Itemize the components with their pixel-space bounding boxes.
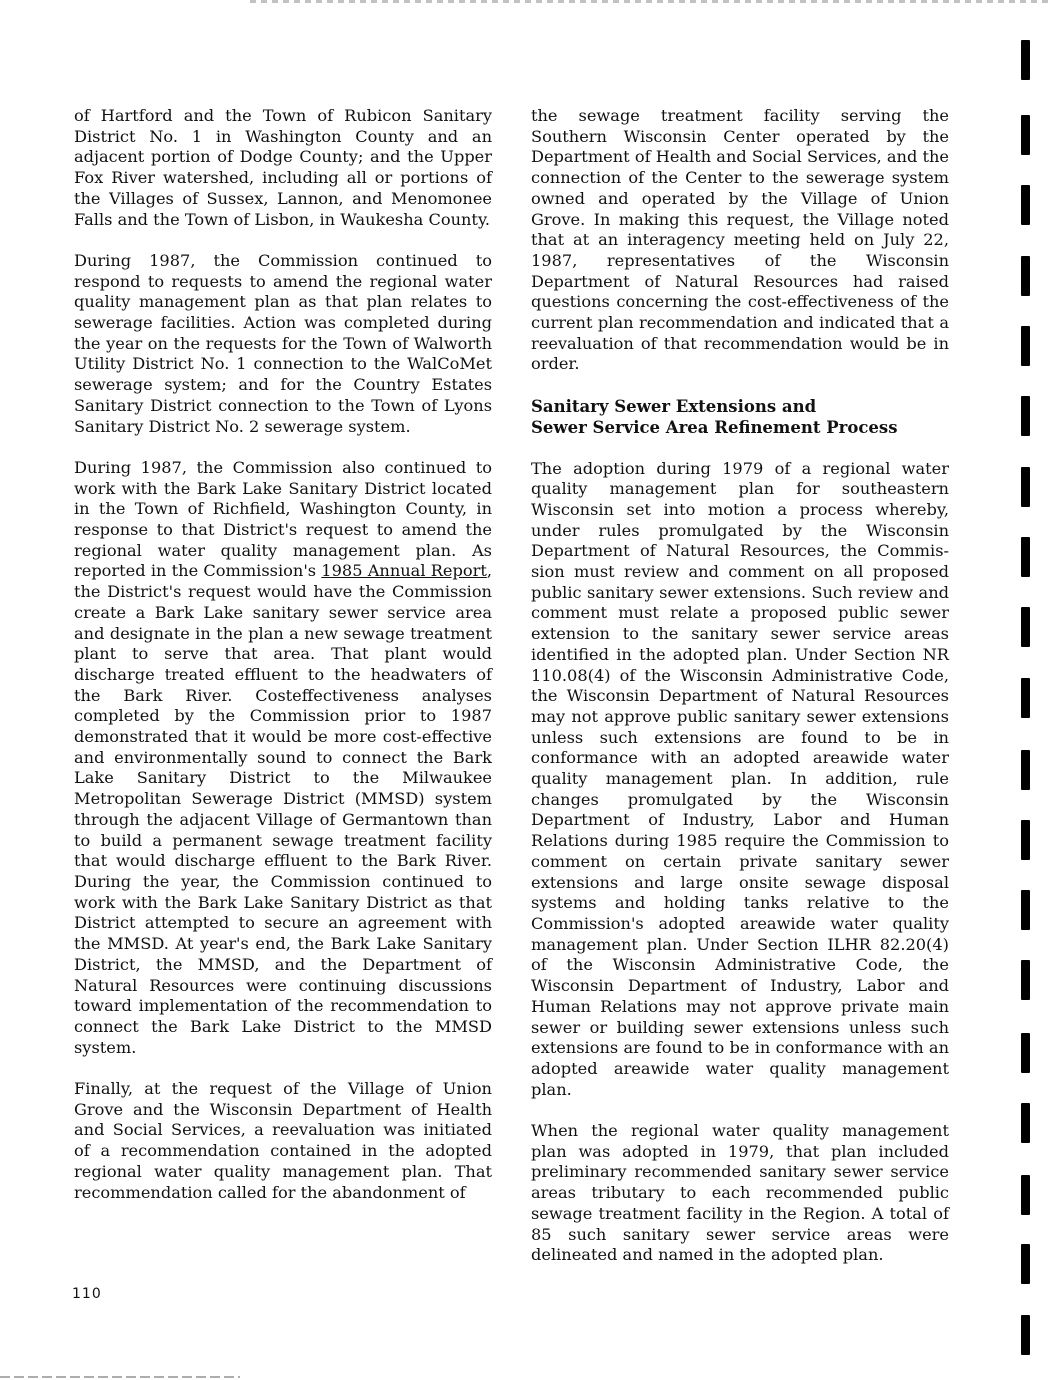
page-number: 110 [72, 1286, 102, 1302]
margin-mark [1021, 890, 1030, 930]
margin-mark [1021, 537, 1030, 577]
margin-mark [1021, 820, 1030, 860]
margin-mark [1021, 185, 1030, 225]
margin-mark [1021, 607, 1030, 647]
scan-artifact-top [250, 0, 1050, 3]
margin-mark [1021, 1244, 1030, 1284]
left-paragraph-4: Finally, at the request of the Village of Union Grove and the Wisconsin Department of Health and Social Services, a reevaluation was initiated of a recommendation contained in the adopted regional water quality management plan. That recommendation called for the abandonment of [74, 1079, 492, 1202]
left-paragraph-3 [74, 458, 492, 1058]
margin-mark [1021, 678, 1030, 718]
left-paragraph-3-end: , the District's request would have the Commission create a Bark Lake sanitary sewer service area and designate in the plan a new sewage treatment plant to serve that area. That plant would discharge treated effluent to the headwaters of the Bark River. Costeffectiveness analyses completed by the Commission prior to 1987 demonstrated that it would be more cost-effective and environmentally sound to connect the Bark Lake Sanitary District to the Milwaukee Metropolitan Sewerage District (MMSD) system through the adjacent Village of Germantown than to build a permanent sewage treatment facility that would discharge effluent to the Bark River. During the year, the Commission continued to work with the Bark Lake Sanitary District as that District attempted to secure an agreement with the MMSD. At year's end, the Bark Lake Sanitary District, the MMSD, and the Department of Natural Resources were continuing discussions toward implementation of the recommendation to connect the Bark Lake District to the MMSD system. [74, 561, 492, 1057]
left-paragraph-3-start: During 1987, the Commission also continued to work with the Bark Lake Sanitary District located in the Town of Richfield, Washington County, in response to that District's request to amend the regional water quality management plan. As reported in the Commission's [74, 457, 492, 581]
margin-mark [1021, 1175, 1030, 1215]
margin-mark [1021, 1103, 1030, 1143]
left-paragraph-2: During 1987, the Commission continued to respond to requests to amend the regional water quality management plan as that plan relates to sewerage facilities. Action was completed during the year on the requests for the Town of Walworth Utility District No. 1 connection to the WalCoMet sewerage system; and for the Country Estates Sanitary District connection to the Town of Lyons Sanitary District No. 2 sewerage system. [74, 250, 492, 436]
margin-mark [1021, 750, 1030, 790]
annual-report-reference: 1985 Annual Report [321, 561, 487, 581]
section-heading-line-1: Sanitary Sewer Extensions and [531, 396, 817, 416]
left-paragraph-1: of Hartford and the Town of Rubicon Sanitary District No. 1 in Washington County and an adjacent portion of Dodge County; and the Upper Fox River watershed, including all or portions of the Villages of Sussex, Lannon, and Menomonee Falls and the Town of Lisbon, in Waukesha County. [74, 106, 492, 229]
section-heading-line-2: Sewer Service Area Refinement Process [531, 417, 898, 437]
margin-mark [1021, 40, 1030, 80]
right-column [531, 106, 949, 1266]
margin-mark [1021, 1033, 1030, 1073]
margin-mark [1021, 256, 1030, 296]
right-paragraph-3: When the regional water quality management plan was adopted in 1979, that plan included preliminary recommended sanitary sewer service areas tributary to each recommended public sewage treatment facility in the Region. A total of 85 such sanitary sewer service areas were delineated and named in the adopted plan. [531, 1121, 949, 1265]
margin-mark [1021, 326, 1030, 366]
margin-mark [1021, 396, 1030, 436]
margin-mark [1021, 1315, 1030, 1355]
section-heading [531, 396, 949, 438]
margin-mark [1021, 960, 1030, 1000]
margin-mark [1021, 115, 1030, 155]
right-paragraph-2: The adoption during 1979 of a regional water quality management plan for southeastern Wisconsin set into motion a process whereby, under rules promulgated by the Wisconsin Department of Natural Resources, the Commission must review and comment on all proposed public sanitary sewer extensions. Such review and comment must relate a proposed public sewer extension to the sanitary sewer service areas identified in the adopted plan. Under Section NR 110.08(4) of the Wisconsin Administrative Code, the Wisconsin Department of Natural Resources may not approve public sanitary sewer extensions unless such extensions are found to be in conformance with an adopted areawide water quality management plan. In addition, rule changes promulgated by the Wisconsin Department of Industry, Labor and Human Relations during 1985 require the Commission to comment on certain private sanitary sewer extensions and large onsite sewage disposal systems and holding tanks relative to the Commission's adopted areawide water quality management plan. Under Section ILHR 82.20(4) of the Wisconsin Administrative Code, the Wisconsin Department of Industry, Labor and Human Relations may not approve private main sewer or building sewer extensions unless such extensions are found to be in conformance with an adopted areawide water quality management plan. [531, 458, 949, 1099]
margin-mark [1021, 467, 1030, 507]
left-column [74, 106, 492, 1203]
right-paragraph-1: the sewage treatment facility serving the Southern Wisconsin Center operated by the Department of Health and Social Services, and the connection of the Center to the sewerage system owned and operated by the Village of Union Grove. In making this request, the Village noted that at an interagency meeting held on July 22, 1987, representatives of the Wisconsin Department of Natural Resources had raised questions concerning the cost-effectiveness of the current plan recommendation and indicated that a reevaluation of that recommendation would be in order. [531, 106, 950, 374]
scan-artifact-bottom [0, 1376, 240, 1378]
